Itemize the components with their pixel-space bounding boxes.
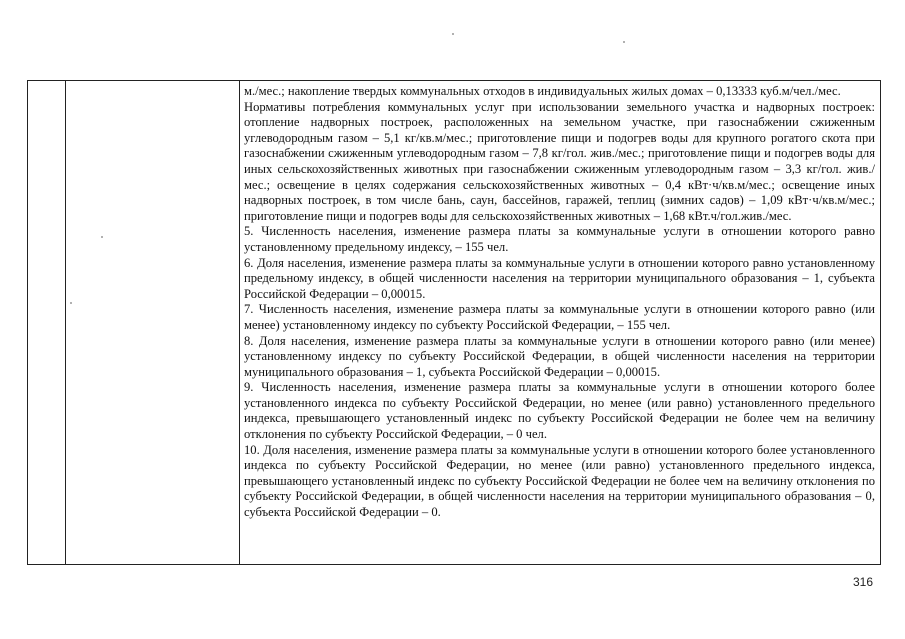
table-cell-empty-middle — [66, 81, 240, 565]
paragraph-4: 6. Доля населения, изменение размера платы за коммунальные услуги в отношении которого равно установленному предельному индексу, в общей численности населения на территории муниципального образования – 1, субъекта Российской Федерации – 0,00015. — [244, 255, 875, 301]
paragraph-5: 7. Численность населения, изменение размера платы за коммунальные услуги в отношении которого равно (или менее) установленному индексу по субъекту Российской Федерации, – 155 чел. — [244, 302, 875, 332]
table-cell-empty-left — [28, 81, 66, 565]
paragraph-7: 9. Численность населения, изменение размера платы за коммунальные услуги в отношении которого более установленного индекса по субъекту Российской Федерации, но менее (или равно) установленного предельного индекса, превышающего установленный индекс по субъекту Российской Федерации не более чем на величину отклонения по субъекту Российской Федерации, – 0 чел. — [244, 380, 875, 442]
table-cell-text — [240, 81, 881, 565]
paragraph-1: м./мес.; накопление твердых коммунальных отходов в индивидуальных жилых домах – 0,13333 куб.м/чел./мес. — [244, 84, 841, 98]
scan-speck — [70, 302, 72, 304]
document-table — [27, 80, 881, 565]
paragraph-8: 10. Доля населения, изменение размера платы за коммунальные услуги в отношении которого более установленного индекса по субъекту Российской Федерации, но менее (или равно) установленного предельного индекса, превышающего установленный индекс по субъекту Российской Федерации не более чем на величину отклонения по субъекту Российской Федерации, в общей численности населения на территории муниципального образования – 0, субъекта Российской Федерации – 0. — [244, 442, 875, 520]
scan-speck — [452, 33, 454, 35]
page-number: 316 — [852, 575, 873, 589]
scan-speck — [623, 41, 625, 43]
paragraph-6: 8. Доля населения, изменение размера платы за коммунальные услуги в отношении которого равно (или менее) установленному индексу по субъекту Российской Федерации, в общей численности населения на территории муниципального образования – 1, субъекта Российской Федерации – 0,00015. — [244, 333, 875, 379]
cell-text-block — [240, 81, 880, 521]
table-row — [28, 81, 881, 565]
scan-speck — [101, 236, 103, 238]
paragraph-3: 5. Численность населения, изменение размера платы за коммунальные услуги в отношении которого равно установленному предельному индексу, – 155 чел. — [244, 224, 875, 254]
paragraph-2: Нормативы потребления коммунальных услуг при использовании земельного участка и надворных построек: отопление надворных построек, расположенных на земельном участке, при газоснабжении сжиженным углеводородным газом – 5,1 кг/кв.м/мес.; приготовление пищи и подогрев воды для крупного рогатого скота при газоснабжении сжиженным углеводородным газом – 7,8 кг/гол. жив./мес.; приготовление пищи и подогрев воды для иных сельскохозяйственных животных при газоснабжении сжиженным углеводородным газом – 3,3 кг/гол. жив./мес.; освещение в целях содержания сельскохозяйственных животных – 0,4 кВт·ч/кв.м/мес.; освещение иных надворных построек, в том числе бань, саун, бассейнов, гаражей, теплиц (зимних садов) – 1,09 кВт·ч/кв.м/мес.; приготовление пищи и подогрев воды для сельскохозяйственных животных – 1,68 кВт.ч/гол.жив./мес. — [244, 99, 875, 223]
